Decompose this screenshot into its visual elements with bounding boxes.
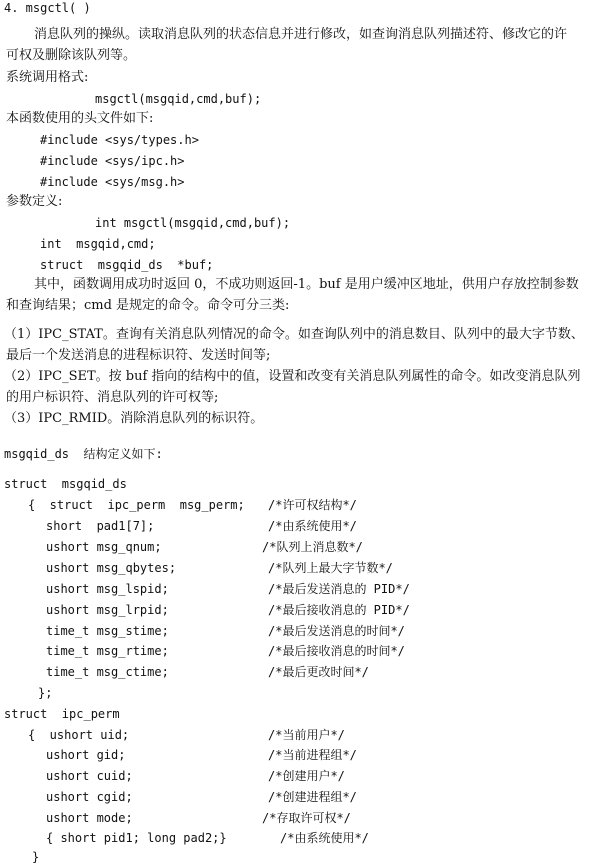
struct-close: }; bbox=[38, 686, 53, 700]
param-line: int msgqid,cmd; bbox=[40, 237, 156, 251]
struct-field-comment: /*由系统使用*/ bbox=[280, 831, 369, 845]
struct-field-code: { short pid1; long pad2;} bbox=[46, 831, 227, 845]
struct-field-comment: /*当前进程组*/ bbox=[268, 748, 357, 762]
struct-field-code: short pad1[7]; bbox=[46, 519, 155, 533]
param-line: int msgctl(msgqid,cmd,buf); bbox=[95, 216, 291, 230]
explain-line-2: 和查询结果；cmd 是规定的命令。命令可分三类: bbox=[6, 298, 290, 313]
struct-field-comment: /*存取许可权*/ bbox=[262, 811, 351, 825]
struct-header: struct ipc_perm bbox=[4, 707, 120, 721]
syscall-format-code: msgctl(msgqid,cmd,buf); bbox=[95, 92, 262, 106]
struct-field-code: { ushort uid; bbox=[28, 728, 130, 742]
headers-label: 本函数使用的头文件如下: bbox=[6, 111, 154, 126]
struct-field-code: time_t msg_rtime; bbox=[46, 644, 169, 658]
include-line: #include <sys/types.h> bbox=[40, 133, 199, 147]
intro-line-1: 消息队列的操纵。读取消息队列的状态信息并进行修改，如查询消息队列描述符、修改它的许 bbox=[34, 27, 568, 42]
struct-close: } bbox=[32, 850, 40, 864]
params-label: 参数定义: bbox=[6, 194, 63, 209]
command-line: （3）IPC_RMID。消除消息队列的标识符。 bbox=[4, 411, 264, 426]
struct-field-comment: /*最后发送消息的时间*/ bbox=[268, 624, 405, 638]
command-line: 的用户标识符、消息队列的许可权等; bbox=[6, 390, 219, 405]
include-line: #include <sys/ipc.h> bbox=[40, 154, 185, 168]
struct-field-comment: /*队列上消息数*/ bbox=[262, 540, 363, 554]
struct-field-code: ushort msg_qnum; bbox=[46, 540, 162, 554]
struct-field-code: time_t msg_stime; bbox=[46, 624, 169, 638]
struct-field-code: ushort gid; bbox=[46, 748, 126, 762]
struct-field-comment: /*最后发送消息的 PID*/ bbox=[268, 582, 410, 596]
struct-field-comment: /*最后更改时间*/ bbox=[268, 665, 369, 679]
include-line: #include <sys/msg.h> bbox=[40, 175, 185, 189]
explain-line-1: 其中，函数调用成功时返回 0，不成功则返回-1。buf 是用户缓冲区地址，供用户存放控制参数 bbox=[34, 277, 579, 292]
struct-field-comment: /*最后接收消息的 PID*/ bbox=[268, 603, 410, 617]
struct-field-code: ushort msg_lspid; bbox=[46, 582, 169, 596]
struct-header: struct msgqid_ds bbox=[4, 477, 127, 491]
struct-field-code: ushort msg_qbytes; bbox=[46, 561, 177, 575]
struct-field-code: time_t msg_ctime; bbox=[46, 665, 169, 679]
struct-field-code: ushort mode; bbox=[46, 811, 133, 825]
struct-field-comment: /*由系统使用*/ bbox=[268, 519, 357, 533]
struct-field-comment: /*创建进程组*/ bbox=[268, 790, 357, 804]
struct-def-label: msgqid_ds 结构定义如下: bbox=[4, 447, 163, 461]
struct-field-comment: /*最后接收消息的时间*/ bbox=[268, 644, 405, 658]
command-line: 最后一个发送消息的进程标识符、发送时间等; bbox=[6, 348, 271, 363]
syscall-format-label: 系统调用格式: bbox=[6, 70, 89, 85]
struct-field-comment: /*当前用户*/ bbox=[268, 728, 345, 742]
struct-field-comment: /*队列上最大字节数*/ bbox=[268, 561, 393, 575]
struct-field-code: ushort cgid; bbox=[46, 790, 133, 804]
struct-field-code: { struct ipc_perm msg_perm; bbox=[28, 498, 245, 512]
struct-field-comment: /*许可权结构*/ bbox=[268, 498, 357, 512]
struct-field-comment: /*创建用户*/ bbox=[268, 769, 345, 783]
intro-line-2: 可权及删除该队列等。 bbox=[6, 48, 137, 63]
struct-field-code: ushort msg_lrpid; bbox=[46, 603, 169, 617]
command-line: （2）IPC_SET。按 buf 指向的结构中的值，设置和改变有关消息队列属性的命令。如改变消息队列 bbox=[4, 369, 581, 384]
struct-field-code: ushort cuid; bbox=[46, 769, 133, 783]
command-line: （1）IPC_STAT。查询有关消息队列情况的命令。如查询队列中的消息数目、队列中的最大字节数、 bbox=[4, 327, 584, 342]
param-line: struct msgqid_ds *buf; bbox=[40, 258, 214, 272]
section-heading: 4. msgctl( ) bbox=[4, 1, 91, 15]
